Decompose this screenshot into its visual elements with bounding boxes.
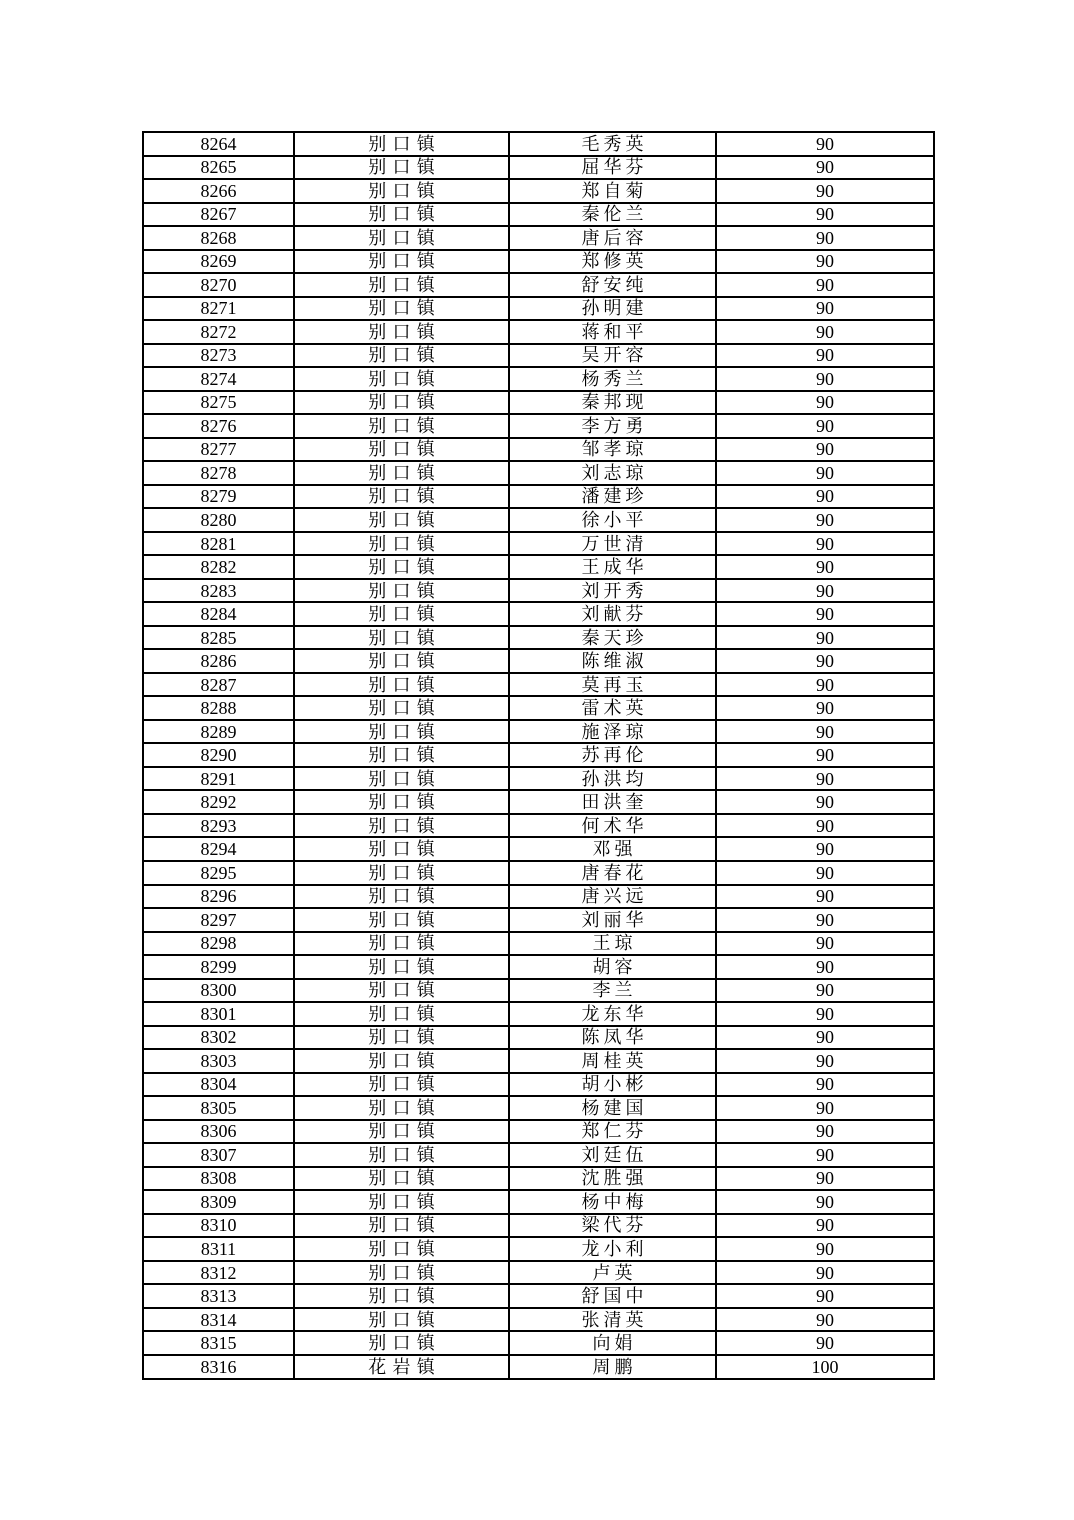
cell-score: 90 (716, 1002, 934, 1026)
cell-score: 90 (716, 179, 934, 203)
cell-town: 别口镇 (294, 1026, 509, 1050)
cell-serial-number: 8271 (143, 297, 294, 321)
cell-score: 90 (716, 602, 934, 626)
cell-person-name: 秦邦现 (509, 391, 716, 415)
table-row (143, 508, 934, 532)
cell-town: 别口镇 (294, 1190, 509, 1214)
cell-score: 90 (716, 696, 934, 720)
cell-town: 别口镇 (294, 767, 509, 791)
cell-serial-number: 8276 (143, 414, 294, 438)
cell-serial-number: 8306 (143, 1120, 294, 1144)
cell-town: 别口镇 (294, 1143, 509, 1167)
cell-score: 90 (716, 1214, 934, 1238)
cell-town: 别口镇 (294, 1237, 509, 1261)
table-row (143, 955, 934, 979)
table-row (143, 790, 934, 814)
table-row (143, 1214, 934, 1238)
cell-serial-number: 8264 (143, 132, 294, 156)
cell-person-name: 刘献芬 (509, 602, 716, 626)
table-row (143, 1073, 934, 1097)
cell-town: 别口镇 (294, 344, 509, 368)
table-row (143, 673, 934, 697)
cell-person-name: 杨中梅 (509, 1190, 716, 1214)
cell-serial-number: 8289 (143, 720, 294, 744)
cell-score: 90 (716, 226, 934, 250)
cell-person-name: 孙洪均 (509, 767, 716, 791)
cell-serial-number: 8286 (143, 649, 294, 673)
table-row (143, 250, 934, 274)
cell-score: 90 (716, 250, 934, 274)
table-row (143, 320, 934, 344)
cell-person-name: 唐后容 (509, 226, 716, 250)
cell-score: 90 (716, 1143, 934, 1167)
cell-town: 别口镇 (294, 743, 509, 767)
cell-score: 90 (716, 367, 934, 391)
cell-town: 别口镇 (294, 1261, 509, 1285)
cell-serial-number: 8273 (143, 344, 294, 368)
cell-town: 别口镇 (294, 673, 509, 697)
table-row (143, 1002, 934, 1026)
cell-serial-number: 8302 (143, 1026, 294, 1050)
table-row (143, 532, 934, 556)
table-row (143, 1143, 934, 1167)
cell-person-name: 邹孝琼 (509, 438, 716, 462)
cell-person-name: 龙小利 (509, 1237, 716, 1261)
table-row (143, 1355, 934, 1379)
cell-person-name: 胡容 (509, 955, 716, 979)
cell-person-name: 郑修英 (509, 250, 716, 274)
table-row (143, 391, 934, 415)
cell-score: 90 (716, 790, 934, 814)
cell-serial-number: 8280 (143, 508, 294, 532)
table-row (143, 579, 934, 603)
cell-person-name: 陈维淑 (509, 649, 716, 673)
cell-town: 别口镇 (294, 861, 509, 885)
table-row (143, 649, 934, 673)
cell-score: 90 (716, 908, 934, 932)
cell-score: 100 (716, 1355, 934, 1379)
cell-town: 别口镇 (294, 320, 509, 344)
cell-serial-number: 8270 (143, 273, 294, 297)
cell-serial-number: 8266 (143, 179, 294, 203)
table-row (143, 555, 934, 579)
cell-score: 90 (716, 1284, 934, 1308)
cell-town: 别口镇 (294, 508, 509, 532)
cell-person-name: 唐兴远 (509, 885, 716, 909)
cell-serial-number: 8269 (143, 250, 294, 274)
cell-person-name: 王琼 (509, 932, 716, 956)
cell-score: 90 (716, 1096, 934, 1120)
cell-person-name: 张清英 (509, 1308, 716, 1332)
cell-serial-number: 8279 (143, 485, 294, 509)
cell-town: 别口镇 (294, 1308, 509, 1332)
cell-person-name: 苏再伦 (509, 743, 716, 767)
cell-serial-number: 8311 (143, 1237, 294, 1261)
cell-score: 90 (716, 1167, 934, 1191)
cell-serial-number: 8292 (143, 790, 294, 814)
cell-person-name: 舒国中 (509, 1284, 716, 1308)
table-row (143, 203, 934, 227)
cell-person-name: 蒋和平 (509, 320, 716, 344)
cell-person-name: 雷术英 (509, 696, 716, 720)
cell-serial-number: 8274 (143, 367, 294, 391)
cell-person-name: 莫再玉 (509, 673, 716, 697)
cell-town: 别口镇 (294, 626, 509, 650)
cell-score: 90 (716, 767, 934, 791)
cell-serial-number: 8303 (143, 1049, 294, 1073)
cell-town: 别口镇 (294, 367, 509, 391)
cell-score: 90 (716, 955, 934, 979)
cell-score: 90 (716, 485, 934, 509)
table-row (143, 367, 934, 391)
cell-town: 别口镇 (294, 955, 509, 979)
cell-person-name: 陈凤华 (509, 1026, 716, 1050)
cell-person-name: 秦伦兰 (509, 203, 716, 227)
cell-serial-number: 8298 (143, 932, 294, 956)
cell-score: 90 (716, 626, 934, 650)
cell-score: 90 (716, 414, 934, 438)
table-row (143, 861, 934, 885)
cell-person-name: 杨建国 (509, 1096, 716, 1120)
table-row (143, 814, 934, 838)
cell-town: 别口镇 (294, 1167, 509, 1191)
cell-score: 90 (716, 1331, 934, 1355)
cell-serial-number: 8272 (143, 320, 294, 344)
cell-town: 别口镇 (294, 1214, 509, 1238)
cell-town: 别口镇 (294, 837, 509, 861)
cell-town: 别口镇 (294, 1331, 509, 1355)
table-row (143, 602, 934, 626)
table-row (143, 626, 934, 650)
cell-serial-number: 8304 (143, 1073, 294, 1097)
cell-town: 别口镇 (294, 297, 509, 321)
table-row (143, 179, 934, 203)
cell-score: 90 (716, 156, 934, 180)
table-row (143, 979, 934, 1003)
cell-town: 别口镇 (294, 156, 509, 180)
cell-serial-number: 8297 (143, 908, 294, 932)
cell-town: 别口镇 (294, 720, 509, 744)
table-row (143, 132, 934, 156)
table-row (143, 720, 934, 744)
cell-score: 90 (716, 1261, 934, 1285)
cell-serial-number: 8282 (143, 555, 294, 579)
cell-serial-number: 8290 (143, 743, 294, 767)
table-row (143, 1096, 934, 1120)
cell-town: 别口镇 (294, 979, 509, 1003)
cell-person-name: 徐小平 (509, 508, 716, 532)
cell-person-name: 刘廷伍 (509, 1143, 716, 1167)
cell-person-name: 龙东华 (509, 1002, 716, 1026)
cell-person-name: 何术华 (509, 814, 716, 838)
cell-person-name: 郑仁芬 (509, 1120, 716, 1144)
cell-town: 别口镇 (294, 485, 509, 509)
cell-town: 别口镇 (294, 1073, 509, 1097)
cell-score: 90 (716, 132, 934, 156)
cell-score: 90 (716, 1049, 934, 1073)
table-row (143, 344, 934, 368)
cell-town: 别口镇 (294, 814, 509, 838)
cell-score: 90 (716, 273, 934, 297)
cell-serial-number: 8265 (143, 156, 294, 180)
table-row (143, 696, 934, 720)
cell-serial-number: 8285 (143, 626, 294, 650)
cell-serial-number: 8301 (143, 1002, 294, 1026)
cell-score: 90 (716, 743, 934, 767)
cell-person-name: 邓强 (509, 837, 716, 861)
cell-town: 别口镇 (294, 414, 509, 438)
cell-score: 90 (716, 837, 934, 861)
cell-person-name: 施泽琼 (509, 720, 716, 744)
cell-serial-number: 8294 (143, 837, 294, 861)
cell-serial-number: 8307 (143, 1143, 294, 1167)
cell-score: 90 (716, 885, 934, 909)
cell-town: 别口镇 (294, 391, 509, 415)
cell-person-name: 刘开秀 (509, 579, 716, 603)
table-row (143, 414, 934, 438)
table-row (143, 1049, 934, 1073)
cell-score: 90 (716, 1073, 934, 1097)
cell-person-name: 李方勇 (509, 414, 716, 438)
cell-score: 90 (716, 814, 934, 838)
cell-serial-number: 8281 (143, 532, 294, 556)
cell-score: 90 (716, 461, 934, 485)
cell-person-name: 舒安纯 (509, 273, 716, 297)
cell-serial-number: 8283 (143, 579, 294, 603)
table-row (143, 1190, 934, 1214)
cell-person-name: 万世清 (509, 532, 716, 556)
cell-person-name: 卢英 (509, 1261, 716, 1285)
cell-score: 90 (716, 555, 934, 579)
cell-person-name: 周鹏 (509, 1355, 716, 1379)
cell-person-name: 向娟 (509, 1331, 716, 1355)
cell-serial-number: 8287 (143, 673, 294, 697)
table-row (143, 837, 934, 861)
cell-town: 别口镇 (294, 226, 509, 250)
cell-town: 别口镇 (294, 179, 509, 203)
score-table (142, 131, 935, 1380)
cell-score: 90 (716, 532, 934, 556)
cell-town: 别口镇 (294, 602, 509, 626)
cell-town: 别口镇 (294, 932, 509, 956)
table-row (143, 1026, 934, 1050)
cell-town: 别口镇 (294, 1120, 509, 1144)
cell-town: 别口镇 (294, 461, 509, 485)
cell-person-name: 沈胜强 (509, 1167, 716, 1191)
table-row (143, 1331, 934, 1355)
cell-town: 别口镇 (294, 273, 509, 297)
cell-serial-number: 8315 (143, 1331, 294, 1355)
cell-serial-number: 8278 (143, 461, 294, 485)
cell-serial-number: 8277 (143, 438, 294, 462)
table-row (143, 1167, 934, 1191)
cell-person-name: 唐春花 (509, 861, 716, 885)
cell-person-name: 梁代芬 (509, 1214, 716, 1238)
cell-town: 别口镇 (294, 1096, 509, 1120)
table-row (143, 273, 934, 297)
cell-person-name: 杨秀兰 (509, 367, 716, 391)
cell-town: 别口镇 (294, 790, 509, 814)
cell-town: 别口镇 (294, 696, 509, 720)
cell-town: 别口镇 (294, 1049, 509, 1073)
cell-person-name: 屈华芬 (509, 156, 716, 180)
cell-person-name: 刘丽华 (509, 908, 716, 932)
cell-person-name: 郑自菊 (509, 179, 716, 203)
cell-serial-number: 8305 (143, 1096, 294, 1120)
cell-score: 90 (716, 320, 934, 344)
cell-score: 90 (716, 979, 934, 1003)
cell-score: 90 (716, 649, 934, 673)
table-row (143, 767, 934, 791)
cell-score: 90 (716, 1237, 934, 1261)
cell-town: 别口镇 (294, 908, 509, 932)
cell-score: 90 (716, 1308, 934, 1332)
cell-person-name: 李兰 (509, 979, 716, 1003)
cell-town: 别口镇 (294, 649, 509, 673)
table-row (143, 485, 934, 509)
cell-score: 90 (716, 508, 934, 532)
cell-score: 90 (716, 932, 934, 956)
table-row (143, 908, 934, 932)
cell-person-name: 毛秀英 (509, 132, 716, 156)
cell-score: 90 (716, 861, 934, 885)
cell-serial-number: 8288 (143, 696, 294, 720)
cell-serial-number: 8312 (143, 1261, 294, 1285)
cell-town: 别口镇 (294, 1002, 509, 1026)
table-row (143, 156, 934, 180)
cell-serial-number: 8299 (143, 955, 294, 979)
cell-score: 90 (716, 579, 934, 603)
cell-score: 90 (716, 344, 934, 368)
cell-serial-number: 8293 (143, 814, 294, 838)
cell-town: 别口镇 (294, 132, 509, 156)
cell-person-name: 周桂英 (509, 1049, 716, 1073)
table-row (143, 1120, 934, 1144)
cell-score: 90 (716, 1120, 934, 1144)
cell-score: 90 (716, 1026, 934, 1050)
score-table-body (143, 132, 934, 1379)
cell-person-name: 胡小彬 (509, 1073, 716, 1097)
cell-serial-number: 8310 (143, 1214, 294, 1238)
cell-serial-number: 8268 (143, 226, 294, 250)
cell-serial-number: 8309 (143, 1190, 294, 1214)
cell-person-name: 秦天珍 (509, 626, 716, 650)
cell-serial-number: 8291 (143, 767, 294, 791)
cell-town: 别口镇 (294, 203, 509, 227)
cell-score: 90 (716, 720, 934, 744)
cell-person-name: 潘建珍 (509, 485, 716, 509)
table-row (143, 226, 934, 250)
cell-person-name: 孙明建 (509, 297, 716, 321)
cell-score: 90 (716, 297, 934, 321)
cell-town: 别口镇 (294, 250, 509, 274)
cell-serial-number: 8313 (143, 1284, 294, 1308)
cell-town: 别口镇 (294, 579, 509, 603)
cell-town: 别口镇 (294, 532, 509, 556)
cell-serial-number: 8284 (143, 602, 294, 626)
cell-person-name: 王成华 (509, 555, 716, 579)
table-row (143, 1261, 934, 1285)
cell-serial-number: 8300 (143, 979, 294, 1003)
table-row (143, 297, 934, 321)
cell-score: 90 (716, 1190, 934, 1214)
cell-town: 别口镇 (294, 1284, 509, 1308)
cell-serial-number: 8267 (143, 203, 294, 227)
cell-serial-number: 8314 (143, 1308, 294, 1332)
table-row (143, 461, 934, 485)
cell-serial-number: 8316 (143, 1355, 294, 1379)
cell-score: 90 (716, 438, 934, 462)
table-row (143, 1237, 934, 1261)
cell-score: 90 (716, 673, 934, 697)
table-row (143, 1308, 934, 1332)
table-row (143, 1284, 934, 1308)
cell-serial-number: 8308 (143, 1167, 294, 1191)
cell-person-name: 刘志琼 (509, 461, 716, 485)
cell-score: 90 (716, 391, 934, 415)
cell-town: 别口镇 (294, 885, 509, 909)
cell-person-name: 吴开容 (509, 344, 716, 368)
table-row (143, 743, 934, 767)
cell-serial-number: 8296 (143, 885, 294, 909)
cell-town: 花岩镇 (294, 1355, 509, 1379)
cell-serial-number: 8295 (143, 861, 294, 885)
cell-town: 别口镇 (294, 438, 509, 462)
table-row (143, 885, 934, 909)
table-row (143, 932, 934, 956)
cell-score: 90 (716, 203, 934, 227)
cell-town: 别口镇 (294, 555, 509, 579)
table-row (143, 438, 934, 462)
cell-serial-number: 8275 (143, 391, 294, 415)
cell-person-name: 田洪奎 (509, 790, 716, 814)
